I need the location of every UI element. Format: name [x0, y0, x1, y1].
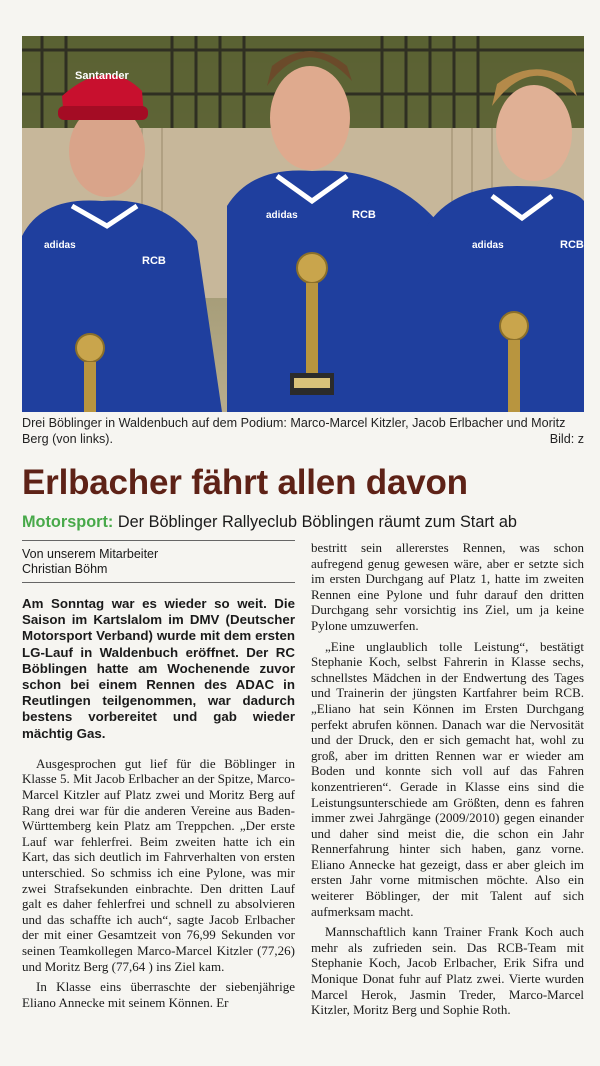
photo-credit: Bild: z	[549, 432, 584, 446]
byline	[22, 540, 295, 583]
article-body-left	[22, 756, 295, 1011]
jacket-brand-text: adidas	[44, 240, 76, 251]
body-paragraph: „Eine unglaublich tolle Leistung“, bestätigt Stephanie Koch, selbst Fahrerin in Klasse sechs, schnellstes Mädchen in der Endwertung des Tages und Trainerin der jüngsten Kartfahrer beim RCB. „Eliano hat sein Können im Ersten Durchgang perfekt abrufen können. Danach war die Nervosität und der Druck, den er sich gemacht hat, wohl zu groß, aber im dritten Rennen war er wieder am Boden und konnte sich voll auf das Fahren konzentrieren“. Gerade in Klasse eins sind die Leistungsunterschiede am Größten, denn es fahren immer zwei Jahrgänge (2009/2010) gegen einander und daher sind meist die, die schon ein Jahr Rennerfahrung hinter sich haben, ganz vorne. Eliano Annecke hat gezeigt, dass er aber gleich im ersten Jahr vorne mitmischen möchte. Also ein weiterer Böblinger, der mit Talent auf sich aufmerksam macht.	[311, 638, 584, 919]
body-paragraph: Ausgesprochen gut lief für die Böblinger in Klasse 5. Mit Jacob Erlbacher an der Spitze, Marco-Marcel Kitzler auf Platz zwei und Moritz Berg auf Rang drei war für die anderen Vereine aus Baden-Württemberg kein Platz am Treppchen. „Der erste Lauf war fehlerfrei. Beim zweiten hatte ich ein Kart, das sich deutlich im Fahrverhalten von ersten unterschied. So schmiss ich eine Pylone, was mir zwei Strafsekunden einbrachte. Den dritten Lauf galt es daher fehlerfrei und schnell zu absolvieren und das schaffte ich auch“, sagte Jacob Erlbacher der mit einer Gesamtzeit von 76,99 Sekunden vor seinen Teamkollegen Marco-Marcel Kitzler (77,26) und Moritz Berg (77,64 ) ins Ziel kam.	[22, 755, 295, 974]
body-paragraph: bestritt sein allererstes Rennen, was schon aufregend genug gewesen wäre, aber er setzte sich im ersten Durchgang auf Platz 1, hatte im zweiten Rennen eine Pylone und fuhr darauf den dritten Durchgang sehr vorsichtig ins Ziel, um ja keine Pylone umzuwerfen.	[311, 540, 584, 633]
column-right	[311, 540, 584, 1023]
caption-text: Drei Böblinger in Waldenbuch auf dem Podium: Marco-Marcel Kitzler, Jacob Erlbacher und Moritz Berg (von links).	[22, 416, 566, 446]
jacket-club-text: RCB	[352, 209, 376, 221]
cap-logo-text: Santander	[75, 70, 129, 82]
jacket-club-text: RCB	[560, 239, 584, 251]
body-paragraph: In Klasse eins überraschte der siebenjährige Eliano Annecke mit seinem Können. Er	[22, 979, 295, 1010]
jacket-brand-text: adidas	[266, 210, 298, 221]
article-lead: Am Sonntag war es wieder so weit. Die Saison im Kartslalom im DMV (Deutscher Motorsport Verband) wurde mit dem ersten LG-Lauf in Waldenbuch eröffnet. Der RC Böblingen hatte am Wochenende zuvor schon bei einem Rennen des ADAC in Reutlingen teilgenommen, war dadurch bestens vorbereitet und gab wieder mächtig Gas.	[22, 596, 295, 741]
article-body-right	[311, 540, 584, 1018]
section-kicker: Motorsport:	[22, 513, 114, 531]
photo-caption	[22, 415, 584, 447]
body-paragraph: Mannschaftlich kann Trainer Frank Koch auch mehr als zufrieden sein. Das RCB-Team mit Stephanie Koch, Jacob Erlbacher, Erik Sifra und Monique Donat fuhr auf Platz zwei. Vierte wurden Marcel Herok, Jasmin Treder, Marco-Marcel Kitzler, Moritz Berg und Sophie Roth.	[311, 924, 584, 1018]
article-subline	[22, 513, 584, 532]
column-left	[22, 540, 295, 1015]
article-headline: Erlbacher fährt allen davon	[22, 463, 468, 502]
byline-author: Christian Böhm	[22, 562, 108, 576]
podium-photo	[22, 36, 584, 412]
jacket-club-text: RCB	[142, 255, 166, 267]
byline-role: Von unserem Mitarbeiter	[22, 547, 159, 561]
jacket-brand-text: adidas	[472, 240, 504, 251]
subline-text: Der Böblinger Rallyeclub Böblingen räumt zum Start ab	[113, 513, 517, 531]
